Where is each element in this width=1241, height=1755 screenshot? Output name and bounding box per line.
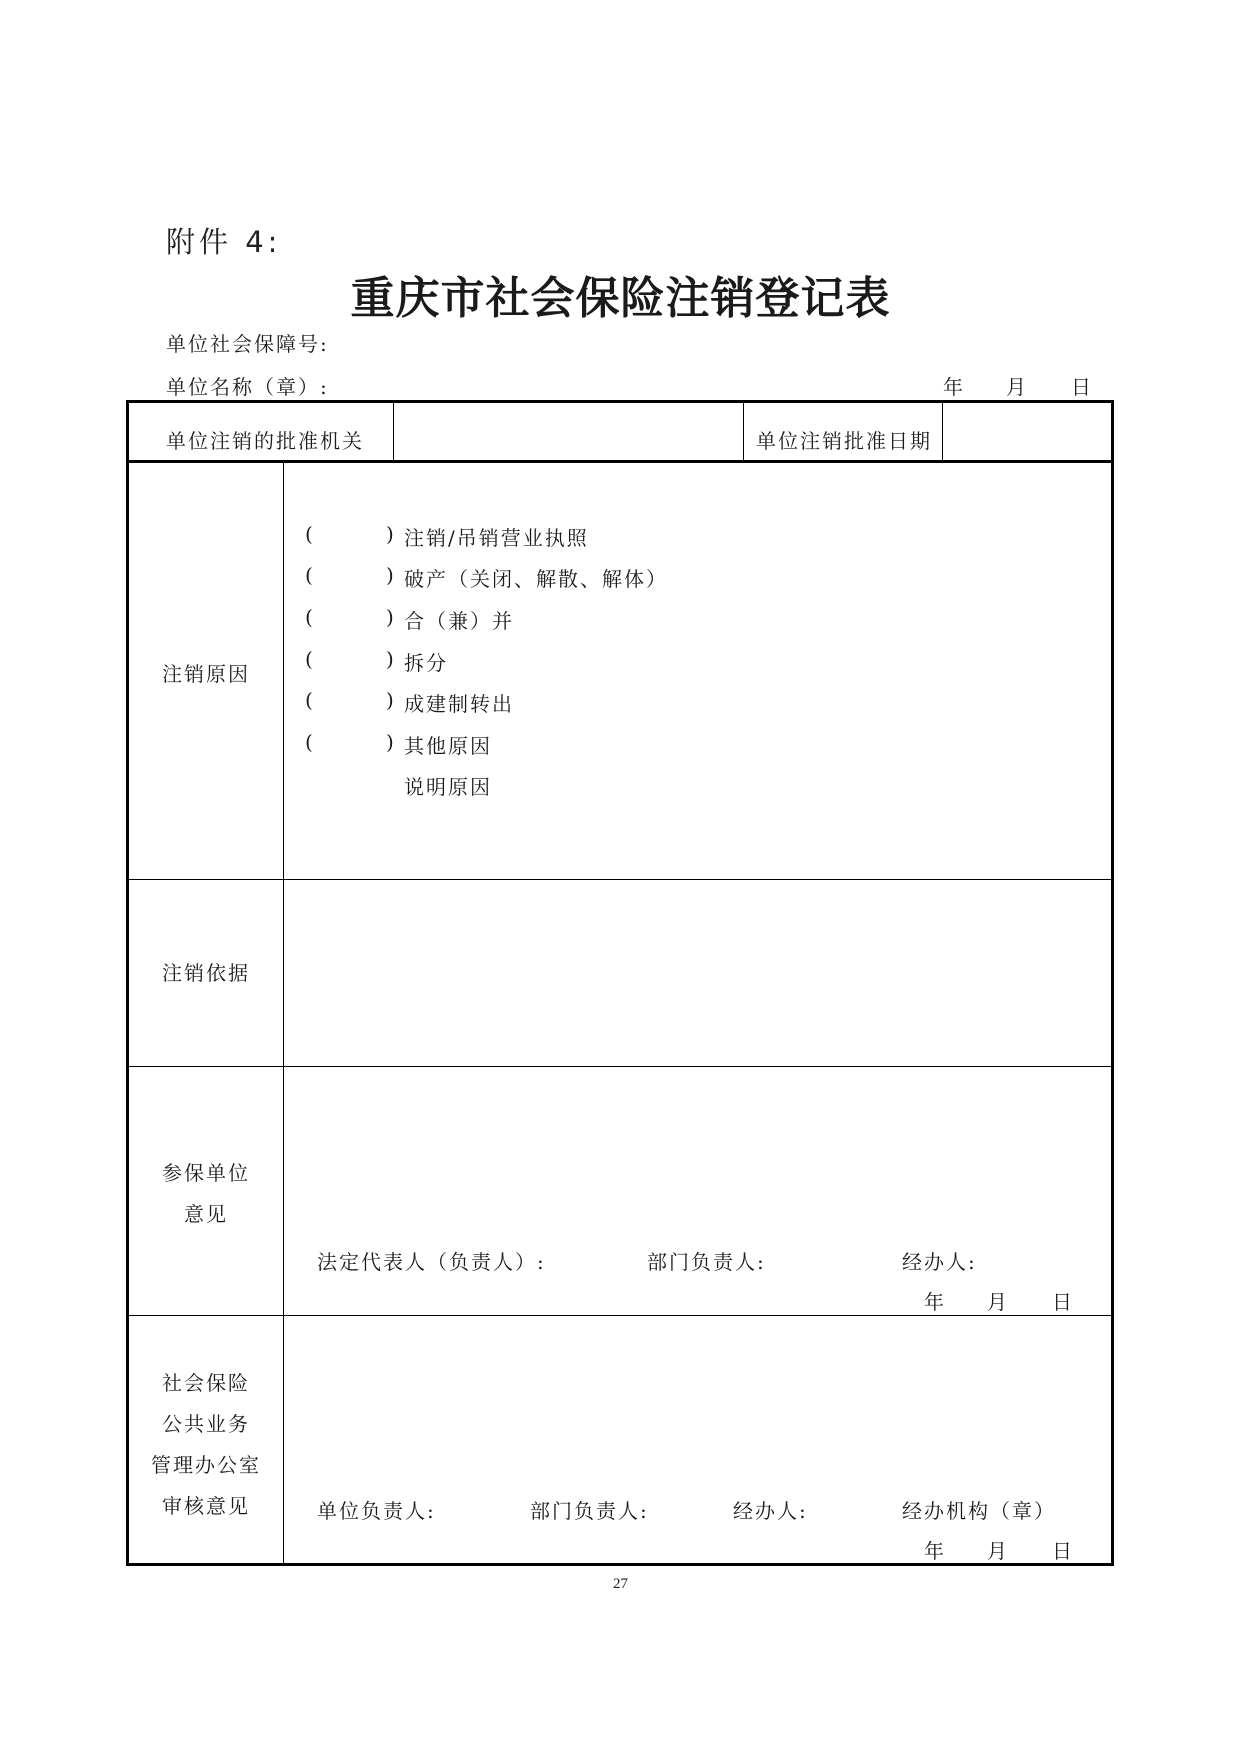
checkbox-close-paren: ) <box>386 605 396 629</box>
row-divider <box>129 879 1111 880</box>
header-date <box>0 371 1241 397</box>
reason-option[interactable] <box>129 522 1117 548</box>
reason-option-label: 拆分 <box>404 651 448 675</box>
unit-opinion-label-line2: 意见 <box>184 1202 228 1226</box>
unit-opinion-date-day: 日 <box>1052 1290 1074 1314</box>
reason-label: 注销原因 <box>162 662 250 686</box>
approval-date-label: 单位注销批准日期 <box>756 429 932 453</box>
form-title: 重庆市社会保险注销登记表 <box>350 273 891 324</box>
registration-table <box>126 400 1114 1566</box>
unit-opinion-label-line1: 参保单位 <box>162 1161 250 1185</box>
approval-authority-label: 单位注销的批准机关 <box>166 429 364 453</box>
reason-option-label: 破产（关闭、解散、解体） <box>404 567 668 591</box>
reason-option[interactable] <box>129 730 1117 756</box>
office-handler-label: 经办人: <box>733 1499 808 1523</box>
checkbox-open-paren: ( <box>305 730 315 754</box>
checkbox-open-paren: ( <box>305 605 315 629</box>
legal-rep-label: 法定代表人（负责人）: <box>317 1250 546 1274</box>
office-review-date-month: 月 <box>987 1539 1009 1563</box>
checkbox-open-paren: ( <box>305 688 315 712</box>
reason-option[interactable] <box>129 688 1117 714</box>
office-review-label-line3: 管理办公室 <box>151 1453 261 1477</box>
col-divider <box>743 403 744 460</box>
checkbox-close-paren: ) <box>386 647 396 671</box>
office-review-label-line1: 社会保险 <box>162 1371 250 1395</box>
checkbox-close-paren: ) <box>386 522 396 546</box>
reason-option[interactable] <box>129 647 1117 673</box>
reason-option-label: 其他原因 <box>404 734 492 758</box>
checkbox-open-paren: ( <box>305 647 315 671</box>
checkbox-open-paren: ( <box>305 522 315 546</box>
office-review-label-line2: 公共业务 <box>162 1412 250 1436</box>
checkbox-close-paren: ) <box>386 688 396 712</box>
unit-dept-head-label: 部门负责人: <box>647 1250 766 1274</box>
social-security-no-label: 单位社会保障号: <box>166 332 329 356</box>
checkbox-open-paren: ( <box>305 563 315 587</box>
attachment-label: 附件 4: <box>166 225 282 259</box>
office-dept-head-label: 部门负责人: <box>530 1499 649 1523</box>
agency-seal-label: 经办机构（章） <box>902 1499 1056 1523</box>
reason-option[interactable] <box>129 605 1117 631</box>
page-number: 27 <box>613 1576 628 1592</box>
reason-option-label: 注销/吊销营业执照 <box>404 526 589 550</box>
reason-option-label: 合（兼）并 <box>404 609 514 633</box>
checkbox-close-paren: ) <box>386 730 396 754</box>
unit-name-label: 单位名称（章）: <box>166 375 329 399</box>
reason-option[interactable] <box>129 563 1117 589</box>
basis-label: 注销依据 <box>162 961 250 985</box>
header-date-day: 日 <box>1071 375 1091 399</box>
office-unit-head-label: 单位负责人: <box>317 1499 436 1523</box>
explain-reason-label: 说明原因 <box>404 775 492 799</box>
office-review-date-year: 年 <box>924 1539 946 1563</box>
row-divider <box>129 1066 1111 1067</box>
col-divider <box>942 403 943 460</box>
row-divider <box>129 460 1111 463</box>
reason-option-label: 成建制转出 <box>404 692 514 716</box>
office-review-date-day: 日 <box>1052 1539 1074 1563</box>
office-review-label-line4: 审核意见 <box>162 1494 250 1518</box>
unit-opinion-date-year: 年 <box>924 1290 946 1314</box>
header-date-year: 年 <box>943 375 963 399</box>
unit-opinion-date-month: 月 <box>987 1290 1009 1314</box>
unit-handler-label: 经办人: <box>902 1250 977 1274</box>
col-divider <box>393 403 394 460</box>
row-divider <box>129 1315 1111 1316</box>
checkbox-close-paren: ) <box>386 563 396 587</box>
header-date-month: 月 <box>1006 375 1026 399</box>
